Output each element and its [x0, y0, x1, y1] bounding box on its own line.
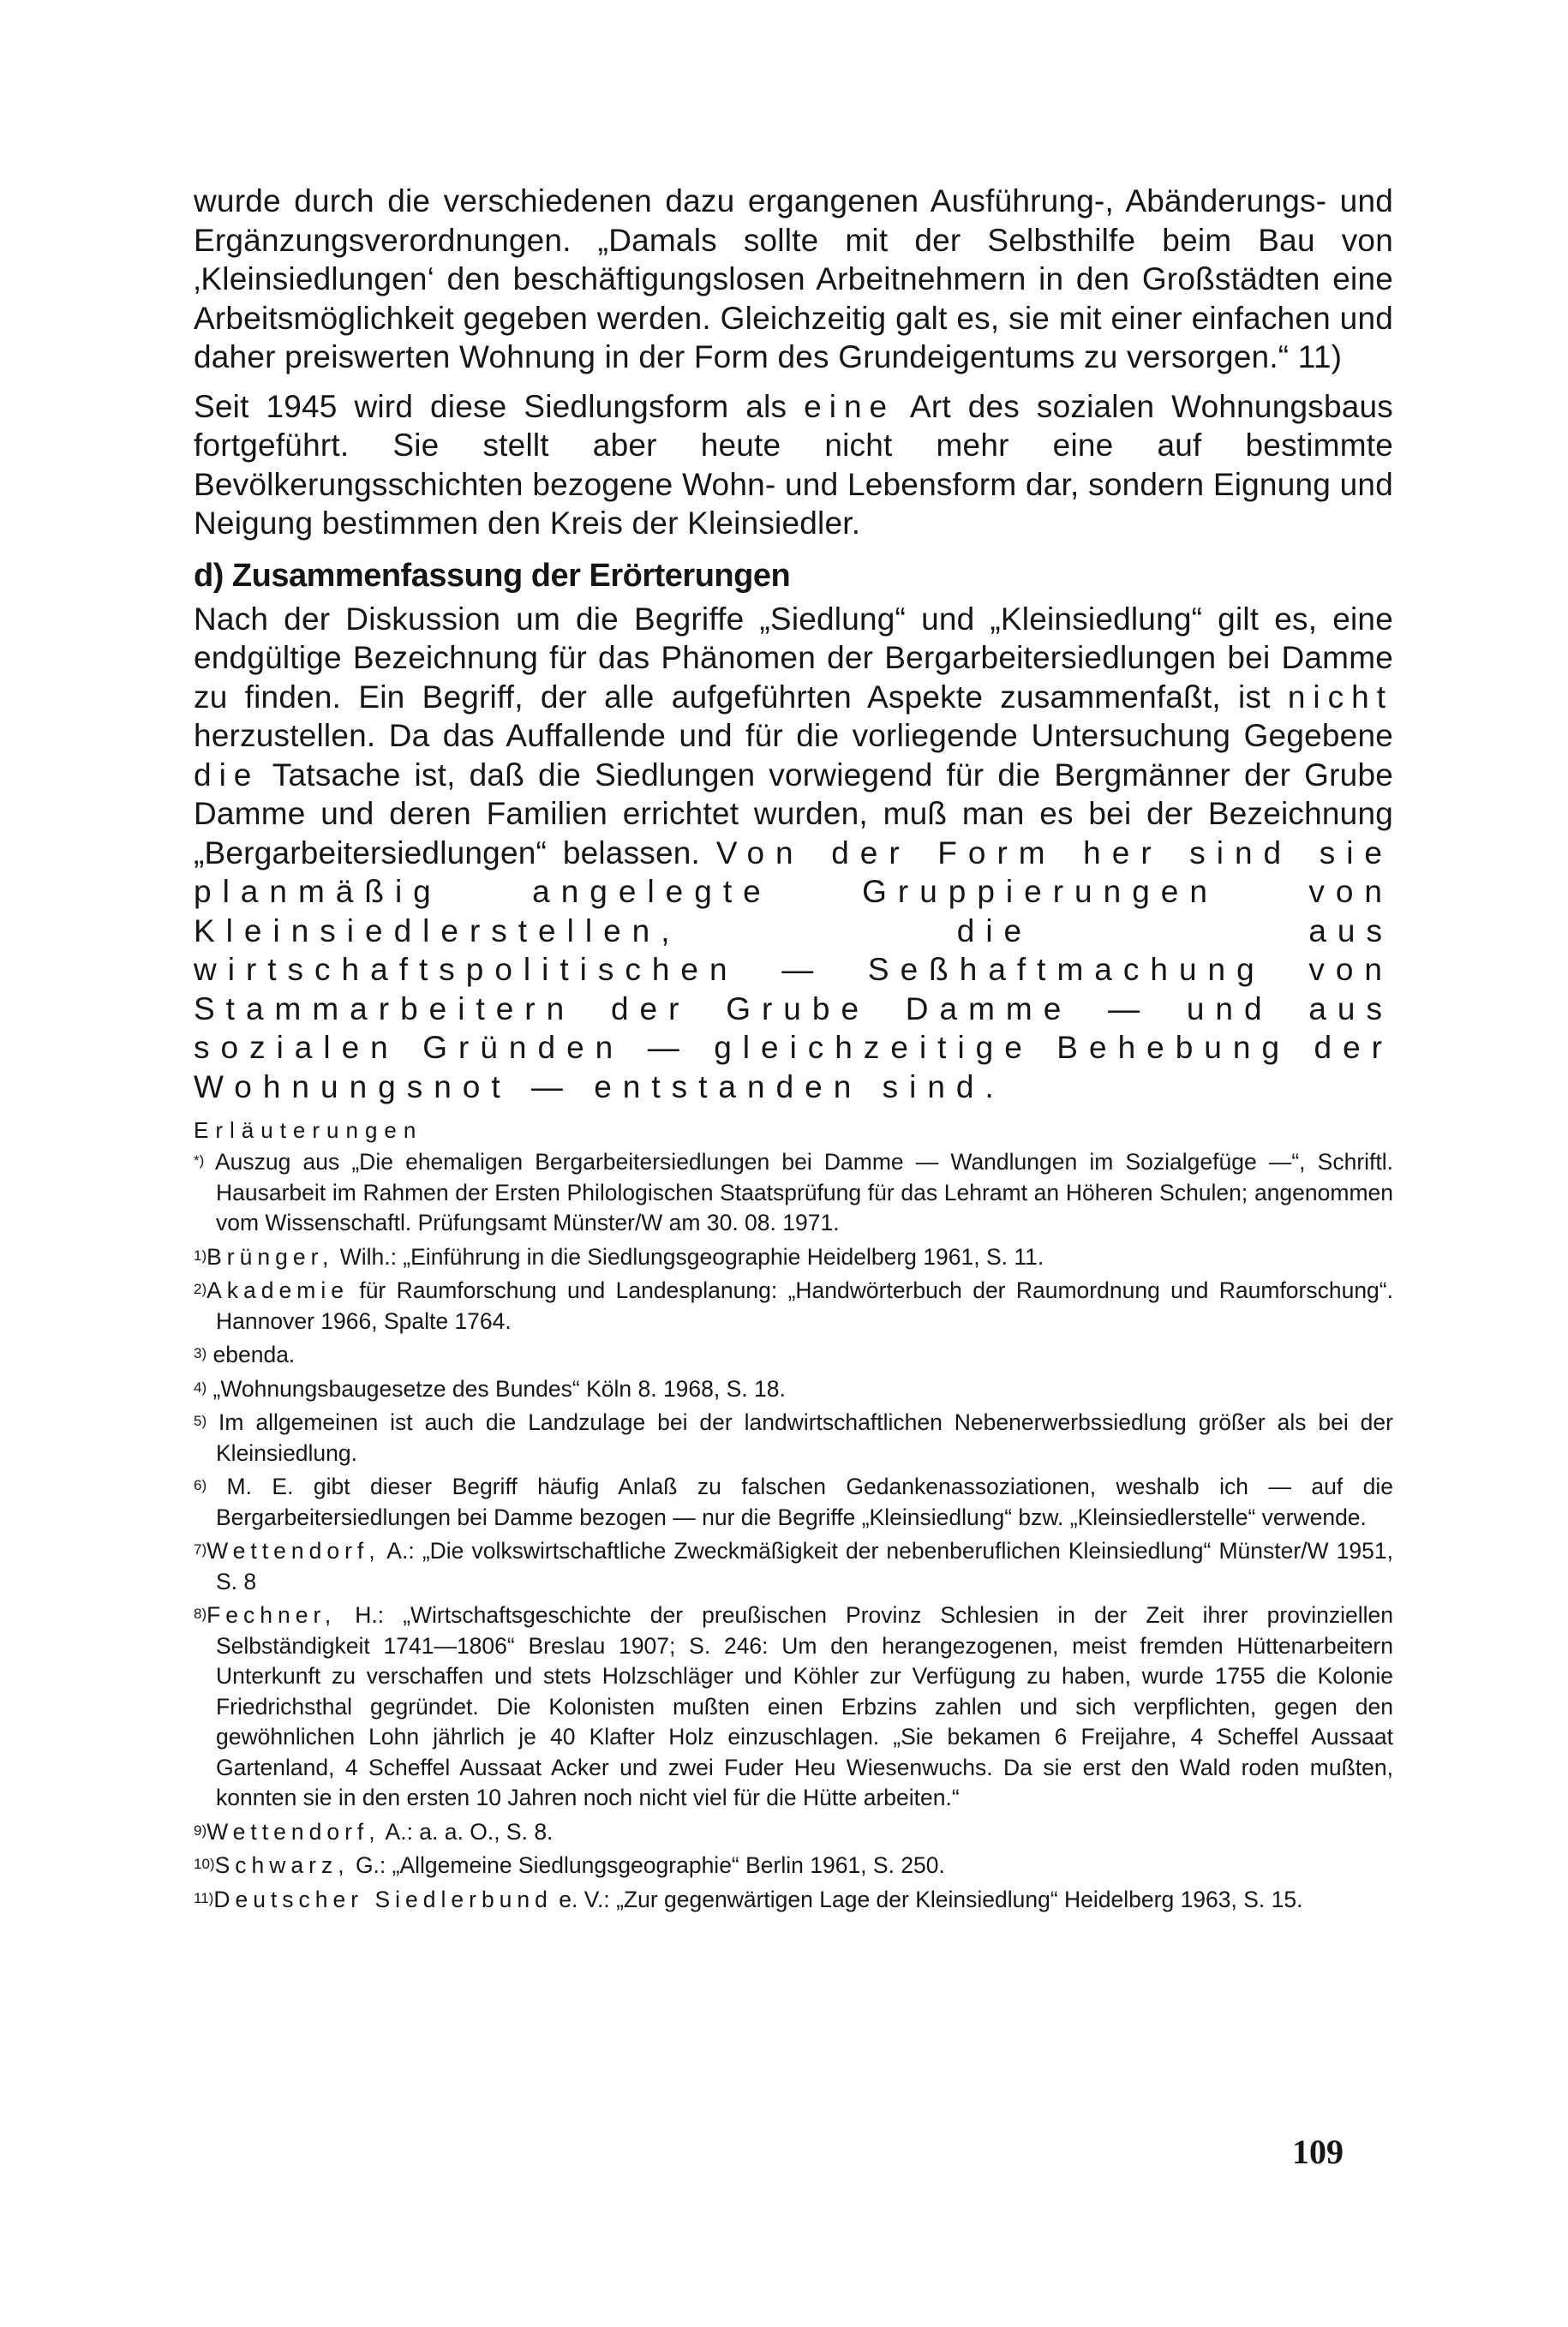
page-number: 109 — [1292, 2133, 1344, 2171]
footnote-author: Wettendorf, — [206, 1818, 380, 1845]
footnote-text: A.: a. a. O., S. 8. — [385, 1818, 554, 1845]
paragraph-2-emphasis: eine — [804, 388, 895, 424]
footnote-text: Wilh.: „Einführung in die Siedlungsgeographie Heidelberg 1961, S. 11. — [339, 1243, 1044, 1270]
notes-list — [194, 1147, 1393, 1915]
footnote-text: Im allgemeinen ist auch die Landzulage bei der landwirtschaftlichen Nebenerwerbssiedlung größer als bei der Kleinsiedlung. — [216, 1409, 1393, 1466]
footnote-author: Schwarz, — [214, 1852, 350, 1878]
footnote-text: M. E. gibt dieser Begriff häufig Anlaß zu falschen Gedankenassoziationen, weshalb ich — auf die Bergarbeitersiedlungen bei Damme bezogen — nur die Begriffe „Kleinsiedlung“ bzw. „Kleinsiedlerstelle“ verwende. — [216, 1474, 1393, 1530]
paragraph-3-text-a: Nach der Diskussion um die Begriffe „Siedlung“ und „Kleinsiedlung“ gilt es, eine endgültige Bezeichnung für das Phänomen der Bergarbeitersiedlungen bei Damme zu finden. Ein Begriff, der alle aufgeführten Aspekte zusammenfaßt, ist — [194, 601, 1393, 715]
paragraph-2-text-b: Art des sozialen Wohnungsbaus fortgeführt. Sie stellt aber heute nicht mehr eine auf bestimmte Bevölkerungsschichten bezogene Wohn- und Lebensform dar, sondern Eignung und Neigung bestimmen den Kreis der Kleinsiedler. — [194, 388, 1393, 541]
footnote — [194, 1600, 1393, 1814]
footnote — [194, 1147, 1393, 1239]
footnote-text: für Raumforschung und Landesplanung: „Handwörterbuch der Raumordnung und Raumforschung“. Hannover 1966, Spalte 1764. — [216, 1277, 1393, 1334]
footnote-text: e. V.: „Zur gegenwärtigen Lage der Kleinsiedlung“ Heidelberg 1963, S. 15. — [559, 1886, 1303, 1912]
paragraph-3-emphasis-2: die — [194, 757, 260, 793]
footnote-author: Wettendorf, — [206, 1538, 380, 1564]
paragraph-3-emphasis-1: nicht — [1287, 679, 1393, 715]
footnote — [194, 1472, 1393, 1533]
footnote — [194, 1408, 1393, 1469]
footnote-mark: 11) — [194, 1889, 214, 1906]
section-heading: d) Zusammenfassung der Erörterungen — [194, 557, 791, 594]
footnote-mark: 9) — [194, 1822, 207, 1839]
footnote-mark: 2) — [194, 1281, 207, 1297]
footnote-mark: 8) — [194, 1606, 207, 1622]
footnote-mark: 7) — [194, 1541, 207, 1558]
footnote-mark: 1) — [194, 1247, 207, 1264]
notes-title: Erläuterungen — [194, 1117, 423, 1143]
footnote-text: ebenda. — [212, 1342, 296, 1367]
paragraph-2-text-a: Seit 1945 wird diese Siedlungsform als — [194, 388, 787, 424]
footnote-author: Deutscher Siedlerbund — [213, 1886, 553, 1912]
footnote-mark: 6) — [194, 1477, 207, 1493]
paragraph-2 — [194, 387, 1393, 543]
footnote — [194, 1242, 1393, 1273]
footnote-text: H.: „Wirtschaftsgeschichte der preußischen Provinz Schlesien in der Zeit ihrer provinziellen Selbständigkeit 1741—1806“ Breslau 1907; S. 246: Um den herangezogenen, meist fremden Hüttenarbeitern Unterkunft zu verschaffen und stets Holzschläger und Köhler zur Verfügung zu haben, wurde 1755 die Kolonie Friedrichsthal gegründet. Die Kolonisten mußten einen Erbzins zahlen und sich verpflichten, gegen den gewöhnlichen Lohn jährlich je 40 Klafter Holz einzuschlagen. „Sie bekamen 6 Freijahre, 4 Scheffel Aussaat Gartenland, 4 Scheffel Aussaat Acker und zwei Fuder Heu Wiesenwuchs. Da sie erst den Wald roden mußten, konnten sie in den ersten 10 Jahren noch nicht viel für die Hütte arbeiten.“ — [216, 1602, 1393, 1810]
footnote-mark: 10) — [194, 1856, 215, 1872]
footnote — [194, 1885, 1393, 1916]
footnote-text: A.: „Die volkswirtschaftliche Zweckmäßigkeit der nebenberuflichen Kleinsiedlung“ Münster/W 1951, S. 8 — [216, 1538, 1393, 1594]
paragraph-1: wurde durch die verschiedenen dazu ergangenen Ausführung-, Abänderungs- und Ergänzungsverordnungen. „Damals sollte mit der Selbsthilfe beim Bau von ‚Kleinsiedlungen‘ den beschäftigungslosen Arbeitnehmern in den Großstädten eine Arbeitsmöglichkeit gegeben werden. Gleichzeitig galt es, sie mit einer einfachen und daher preiswerten Wohnung in der Form des Grundeigentums zu versorgen.“ 11) — [194, 183, 1393, 374]
footnote-mark: 3) — [194, 1345, 207, 1361]
footnote — [194, 1851, 1393, 1881]
footnote-mark: *) — [194, 1152, 205, 1169]
footnote — [194, 1817, 1393, 1848]
footnote-author: Akademie — [206, 1277, 349, 1303]
paragraph-3-text-b: herzustellen. Da das Auffallende und für die vorliegende Untersuchung Gegebene — [194, 718, 1393, 753]
footnote-author: Brünger, — [206, 1243, 334, 1270]
paragraph-3 — [194, 600, 1393, 1107]
footnote — [194, 1536, 1393, 1597]
footnote — [194, 1374, 1393, 1405]
footnote-mark: 5) — [194, 1413, 207, 1429]
footnote-author: Fechner, — [206, 1602, 337, 1628]
footnote — [194, 1340, 1393, 1371]
paragraph-3-text-c: Tatsache ist, daß die Siedlungen vorwiegend für die Bergmänner der Grube Damme und deren Familien errichtet wurden, muß man es bei der Bezeichnung „Bergarbeitersiedlungen“ belassen. — [194, 757, 1393, 870]
footnote-text: G.: „Allgemeine Siedlungsgeographie“ Berlin 1961, S. 250. — [355, 1852, 945, 1878]
paragraph-3-emphasis-3: Von der Form her sind sie planmäßig angelegte Gruppierungen von Kleinsiedlerstellen, die aus wirtschaftspolitischen — Seßhaftmachung von Stammarbeitern der Grube Damme — und aus sozialen Gründen — gleichzeitige Behebung der Wohnungsnot — entstanden sind. — [194, 834, 1394, 1104]
footnote-mark: 4) — [194, 1379, 207, 1396]
footnote-text: Auszug aus „Die ehemaligen Bergarbeitersiedlungen bei Damme — Wandlungen im Sozialgefüge —“, Schriftl. Hausarbeit im Rahmen der Ersten Philologischen Staatsprüfung für das Lehramt an Höheren Schulen; angenommen vom Wissenschaftl. Prüfungsamt Münster/W am 30. 08. 1971. — [214, 1149, 1394, 1235]
footnote — [194, 1276, 1393, 1337]
footnote-text: „Wohnungsbaugesetze des Bundes“ Köln 8. 1968, S. 18. — [212, 1375, 786, 1402]
page-content — [194, 182, 1393, 1915]
